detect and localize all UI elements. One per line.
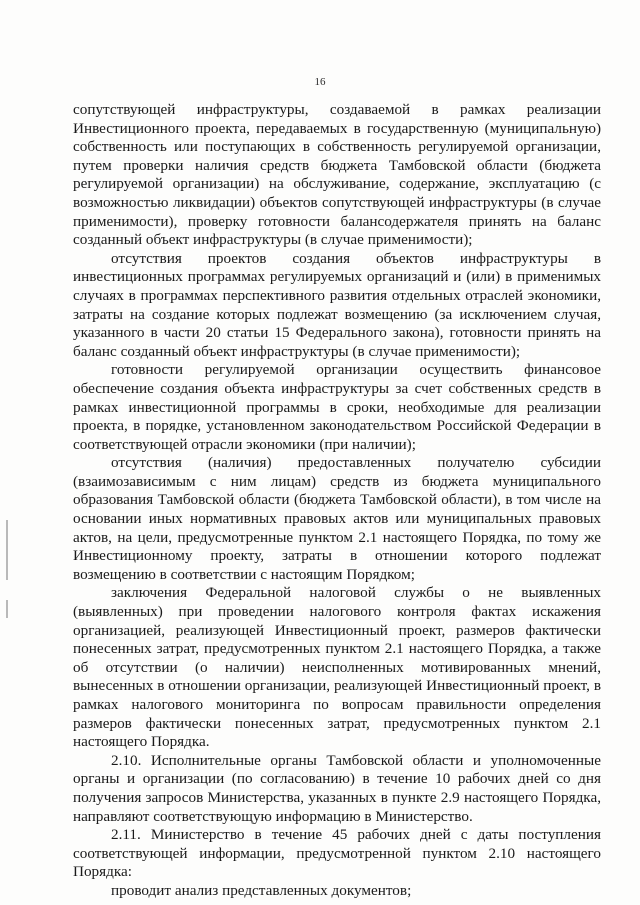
paragraph-tax-service-conclusion: заключения Федеральной налоговой службы о не выявленных (выявленных) при проведении налогового контроля фактах искажения организацией, реализующей Инвестиционный проект, размеров фактически понесенных затрат, предусмотренных пунктом 2.1 настоящего Порядка, а также об отсутствии (о наличии) неисполненных мотивированных мнений, вынесенных в отношении организации, реализующей Инвестиционный проект, в рамках налогового мониторинга по вопросам правильности определения размеров фактически понесенных затрат, предусмотренных пунктом 2.1 настоящего Порядка. [73, 584, 601, 751]
paragraph-budget-funds: отсутствия (наличия) предоставленных получателю субсидии (взаимозависимым с ним лицам) средств из бюджета муниципального образования Тамбовской области (бюджета Тамбовской области), в том числе на основании иных нормативных правовых актов или муниципальных правовых актов, на цели, предусмотренные пунктом 2.1 настоящего Порядка, по тому же Инвестиционному проекту, затраты в отношении которого подлежат возмещению в соответствии с настоящим Порядком; [73, 454, 601, 583]
paragraph-clause-2-10: 2.10. Исполнительные органы Тамбовской области и уполномоченные органы и организации (по согласованию) в течение 10 рабочих дней со дня получения запросов Министерства, указанных в пункте 2.9 настоящего Порядка, направляют соответствующую информацию в Министерство. [73, 751, 601, 825]
scan-edge-mark [6, 600, 8, 618]
paragraph-clause-2-11: 2.11. Министерство в течение 45 рабочих дней с даты поступления соответствующей информации, предусмотренной пунктом 2.10 настоящего Порядка: [73, 826, 601, 881]
scan-edge-mark [6, 520, 8, 580]
paragraph-document-analysis: проводит анализ представленных документов; [111, 881, 412, 899]
paragraph-no-infrastructure-projects: отсутствия проектов создания объектов инфраструктуры в инвестиционных программах регулируемых организаций и (или) в применимых случаях в программах перспективного развития отдельных отраслей экономики, затраты на создание которых подлежат возмещению (за исключением случая, указанного в части 20 статьи 15 Федерального закона), готовности принять на баланс созданный объект инфраструктуры (в случае применимости); [73, 249, 601, 360]
document-body [73, 101, 601, 901]
paragraph-financing-readiness: готовности регулируемой организации осуществить финансовое обеспечение создания объекта инфраструктуры за счет собственных средств в рамках инвестиционной программы в сроки, необходимые для реализации проекта, в порядке, установленном законодательством Российской Федерации в соответствующей отрасли экономики (при наличии); [73, 361, 601, 453]
page-number: 16 [314, 76, 326, 88]
paragraph-continuation: сопутствующей инфраструктуры, создаваемой в рамках реализации Инвестиционного проекта, передаваемых в государственную (муниципальную) собственность или поступающих в собственность регулируемой организации, путем проверки наличия средств бюджета Тамбовской области (бюджета регулируемой организации) на обслуживание, содержание, эксплуатацию (с возможностью ликвидации) объектов сопутствующей инфраструктуры (в случае применимости), проверку готовности балансодержателя принять на баланс созданный объект инфраструктуры (в случае применимости); [73, 101, 601, 249]
